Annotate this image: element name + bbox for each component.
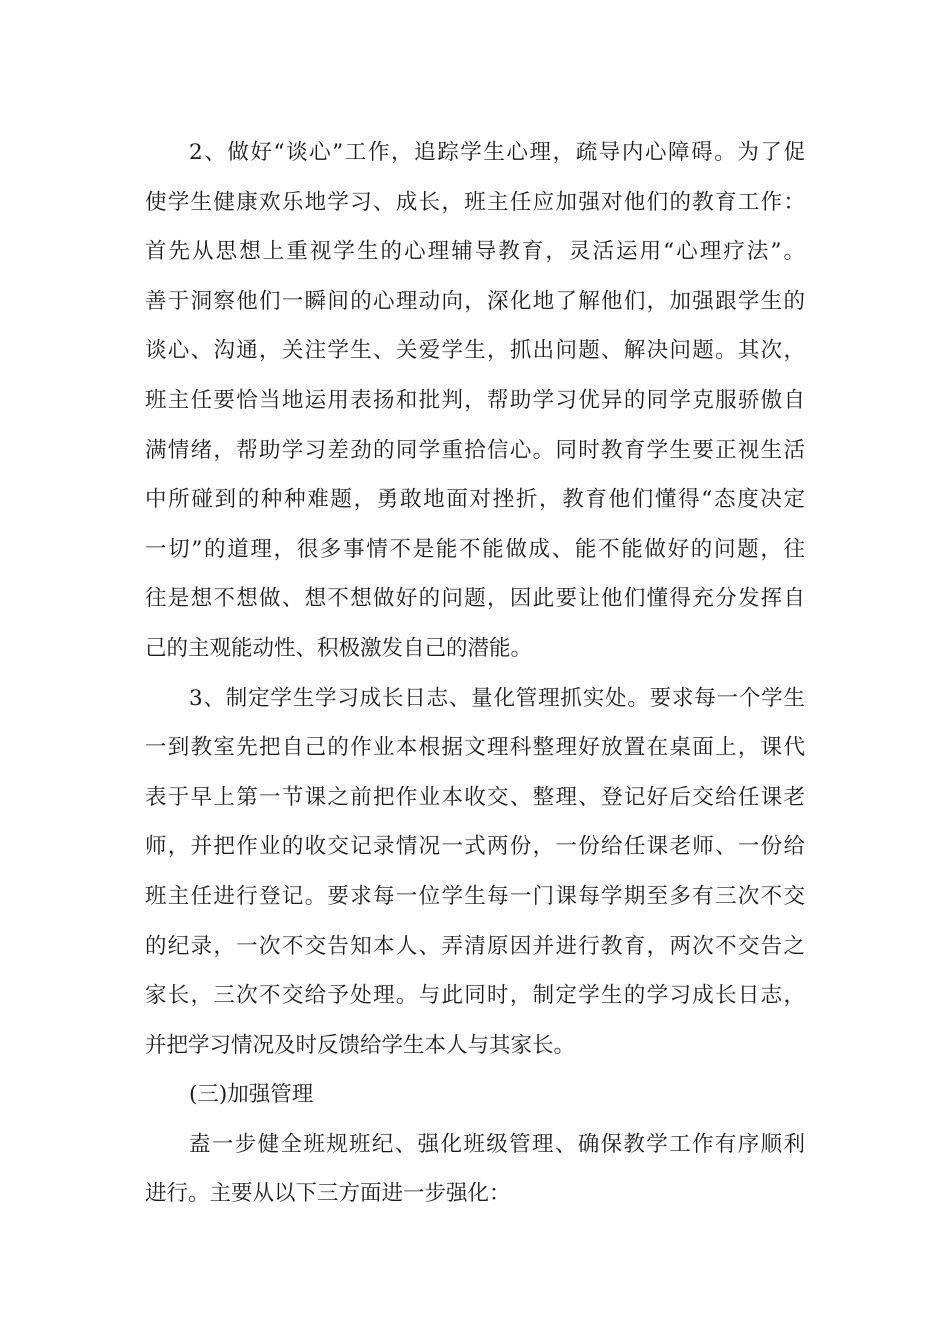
paragraph-2-line-8: 中所碰到的种种难题，勇敢地面对挫折，教育他们懂得“态度决定	[145, 487, 805, 513]
paragraph-2-line-2: 使学生健康欢乐地学习、成长，班主任应加强对他们的教育工作：	[145, 189, 805, 215]
paragraph-2-line-9: 一切”的道理，很多事情不是能不能做成、能不能做好的问题，往	[145, 536, 805, 562]
paragraph-4-line-2: 进行。主要从以下三方面进一步强化：	[145, 1181, 511, 1207]
paragraph-3-line-7: 家长，三次不交给予处理。与此同时，制定学生的学习成长日志，	[145, 983, 805, 1009]
paragraph-2-line-10: 往是想不想做、想不想做好的问题，因此要让他们懂得充分发挥自	[145, 586, 805, 612]
paragraph-3-line-6: 的纪录，一次不交告知本人、弄清原因并进行教育，两次不交告之	[145, 933, 805, 959]
section-heading: (三)加强管理	[189, 1082, 314, 1108]
paragraph-2-line-7: 满情绪，帮助学习差劲的同学重拾信心。同时教育学生要正视生活	[145, 437, 805, 463]
paragraph-3-line-8: 并把学习情况及时反馈给学生本人与其家长。	[145, 1032, 576, 1058]
paragraph-2-line-11: 己的主观能动性、积极激发自己的潜能。	[145, 635, 533, 661]
paragraph-2-line-4: 善于洞察他们一瞬间的心理动向，深化地了解他们，加强跟学生的	[145, 288, 805, 314]
paragraph-2-line-3: 首先从思想上重视学生的心理辅导教育，灵活运用“心理疗法”。	[145, 239, 805, 265]
paragraph-2-line-5: 谈心、沟通，关注学生、关爱学生，抓出问题、解决问题。其次，	[145, 338, 805, 364]
paragraph-3-line-2: 一到教室先把自己的作业本根据文理科整理好放置在桌面上，课代	[145, 735, 805, 761]
paragraph-2-line-6: 班主任要恰当地运用表扬和批判，帮助学习优异的同学克服骄傲自	[145, 387, 805, 413]
paragraph-3-line-3: 表于早上第一节课之前把作业本收交、整理、登记好后交给任课老	[145, 784, 805, 810]
paragraph-3-line-1: 3、制定学生学习成长日志、量化管理抓实处。要求每一个学生	[189, 685, 805, 711]
document-body	[145, 128, 805, 1219]
paragraph-4-line-1: 盍一步健全班规班纪、强化班级管理、确保教学工作有序顺利	[189, 1131, 805, 1157]
paragraph-2-line-1: 2、做好“谈心”工作，追踪学生心理，疏导内心障碍。为了促	[189, 140, 805, 165]
paragraph-3-line-5: 班主任进行登记。要求每一位学生每一门课每学期至多有三次不交	[145, 883, 805, 909]
paragraph-3-line-4: 师，并把作业的收交记录情况一式两份，一份给任课老师、一份给	[145, 834, 805, 860]
